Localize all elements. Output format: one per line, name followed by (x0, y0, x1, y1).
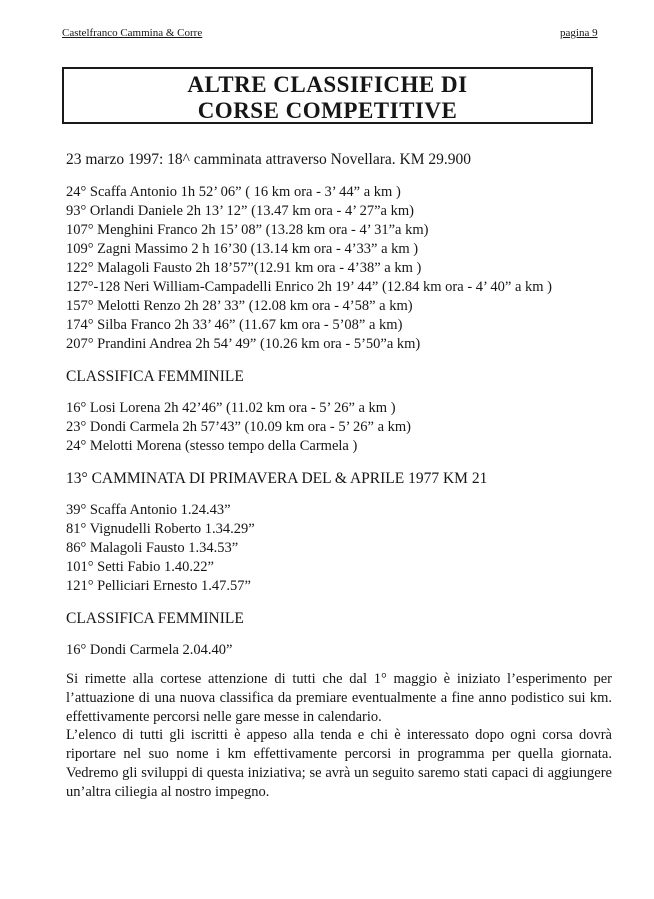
announcement-paragraph-2: L’elenco di tutti gli iscritti è appeso alla tenda e chi è interessato dopo ogni corsa dovrà riportare nel suo nome i km effettivamente percorsi in programma per quella giornata. Vedremo gli sviluppi di questa iniziativa; se avrà un seguito saremo stati capaci di aggiungere un’altra ciliegia al nostro impegno. (66, 727, 612, 800)
result-row: 157° Melotti Renzo 2h 28’ 33” (12.08 km ora - 4’58” a km) (66, 298, 413, 314)
race-1-women-results (66, 399, 611, 456)
result-row: 81° Vignudelli Roberto 1.34.29” (66, 521, 255, 537)
page-title-box (62, 67, 593, 124)
result-row: 86° Malagoli Fausto 1.34.53” (66, 540, 239, 556)
result-row: 109° Zagni Massimo 2 h 16’30 (13.14 km ora - 4’33” a km ) (66, 241, 419, 257)
result-row: 121° Pelliciari Ernesto 1.47.57” (66, 578, 251, 594)
race-1-women-heading: CLASSIFICA FEMMINILE (66, 368, 244, 385)
result-row: 23° Dondi Carmela 2h 57’43” (10.09 km ora - 5’ 26” a km) (66, 419, 411, 435)
race-2-women-heading: CLASSIFICA FEMMINILE (66, 610, 244, 627)
result-row: 127°-128 Neri William-Campadelli Enrico 2h 19’ 44” (12.84 km ora - 4’ 40” a km ) (66, 279, 553, 295)
announcement-note (66, 670, 612, 802)
result-row: 39° Scaffa Antonio 1.24.43” (66, 502, 231, 518)
result-row: 24° Melotti Morena (stesso tempo della Carmela ) (66, 438, 358, 454)
result-row: 122° Malagoli Fausto 2h 18’57”(12.91 km ora - 4’38” a km ) (66, 260, 422, 276)
race-2-women-results (66, 641, 611, 660)
result-row: 93° Orlandi Daniele 2h 13’ 12” (13.47 km ora - 4’ 27”a km) (66, 203, 414, 219)
result-row: 16° Losi Lorena 2h 42’46” (11.02 km ora - 5’ 26” a km ) (66, 400, 396, 416)
result-row: 207° Prandini Andrea 2h 54’ 49” (10.26 km ora - 5’50”a km) (66, 336, 421, 352)
race-1-results (66, 183, 611, 354)
result-row: 16° Dondi Carmela 2.04.40” (66, 642, 233, 658)
race-1-heading: 23 marzo 1997: 18^ camminata attraverso Novellara. KM 29.900 (66, 151, 471, 168)
result-row: 107° Menghini Franco 2h 15’ 08” (13.28 km ora - 4’ 31”a km) (66, 222, 429, 238)
race-2-heading: 13° CAMMINATA DI PRIMAVERA DEL & APRILE 1977 KM 21 (66, 470, 488, 487)
main-content (66, 150, 611, 660)
header-publication: Castelfranco Cammina & Corre (62, 27, 203, 39)
result-row: 101° Setti Fabio 1.40.22” (66, 559, 214, 575)
announcement-paragraph-1: Si rimette alla cortese attenzione di tutti che dal 1° maggio è iniziato l’esperimento per l’attuazione di una nuova classifica da premiare eventualmente a fine anno podistico sui km. effettivamente percorsi nelle gare messe in calendario. (66, 671, 612, 725)
result-row: 24° Scaffa Antonio 1h 52’ 06” ( 16 km ora - 3’ 44” a km ) (66, 184, 401, 200)
header-page-number: pagina 9 (560, 27, 598, 39)
race-2-results (66, 501, 611, 596)
page-title-line-1: ALTRE CLASSIFICHE DI (187, 72, 468, 97)
result-row: 174° Silba Franco 2h 33’ 46” (11.67 km ora - 5’08” a km) (66, 317, 403, 333)
page-title-line-2: CORSE COMPETITIVE (197, 98, 458, 123)
